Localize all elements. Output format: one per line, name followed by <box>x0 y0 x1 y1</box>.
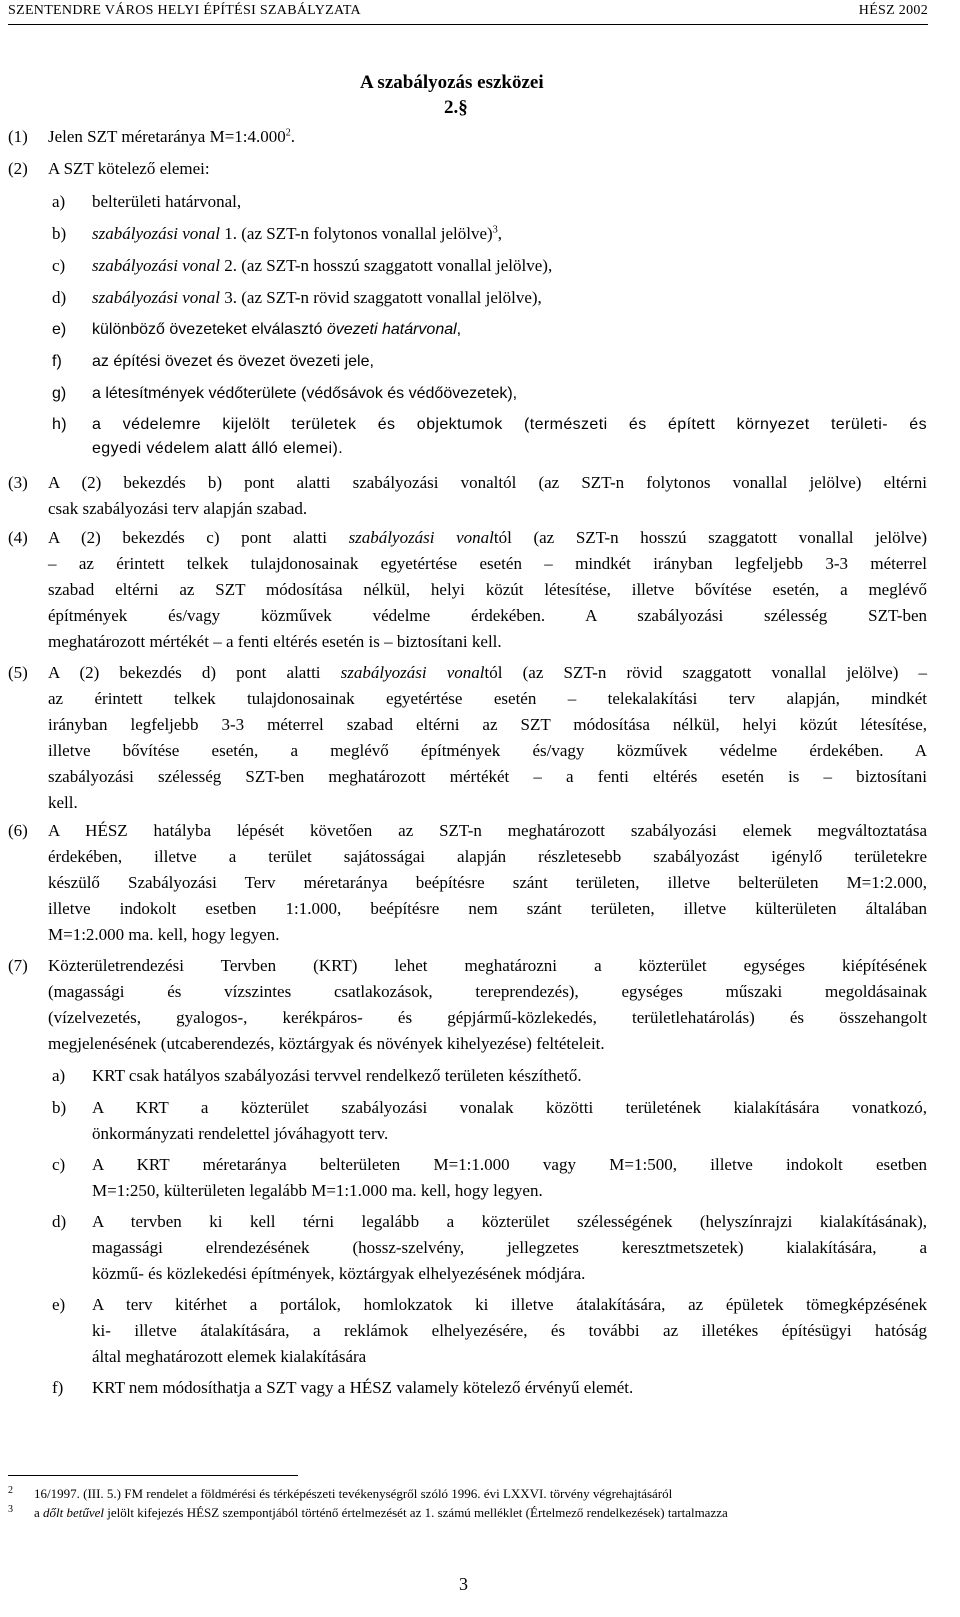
list-item: b) A KRT a közterület szabályozási vonalak közötti területének kialakítására vonatkozó, önkormányzati rendelettel jóváhagyott terv. <box>52 1098 927 1143</box>
footnote-text: 16/1997. (III. 5.) FM rendelet a földmérési és térképészeti tevékenységről szóló 1996. évi LXXVI. törvény végrehajtásáról <box>34 1486 673 1501</box>
paragraph-number: (3) <box>8 473 28 492</box>
paragraph-6 <box>8 818 927 948</box>
paragraph-4 <box>8 525 927 655</box>
list-item: h) a védelemre kijelölt területek és objektumok (természeti és épített környezet területi- és egyedi védelem alatt álló elemei). <box>52 416 927 457</box>
footnote <box>8 1486 928 1502</box>
paragraph-number: (4) <box>8 528 28 547</box>
paragraph-number: (6) <box>8 821 28 840</box>
header-code: HÉSZ 2002 <box>858 3 928 18</box>
list-item: a) belterületi határvonal, <box>52 192 242 211</box>
list-item: a) KRT csak hatályos szabályozási tervvel rendelkező területen készíthető. <box>52 1066 582 1085</box>
list-item: f) az építési övezet és övezet övezeti jele, <box>52 353 374 370</box>
list-item: c) A KRT méretaránya belterületen M=1:1.000 vagy M=1:500, illetve indokolt esetben M=1:250, külterületen legalább M=1:1.000 ma. kell, hogy legyen. <box>52 1155 927 1200</box>
paragraph-text: Közterületrendezési Tervben (KRT) lehet meghatározni a közterület egységes kiépítésének (magassági és vízszintes csatlakozások, tereprendezés), egységes műszaki megoldásainak (vízelvezetés, gyalogos-, kerékpáros- és gépjármű-közlekedés, területlehatárolás) és összehangolt megjelenésének (utcaberendezés, köztárgyak és növények kihelyezése) feltételeit. <box>48 956 927 1053</box>
section-number: 2.§ <box>444 97 468 118</box>
footnote <box>8 1505 928 1521</box>
list-item: c) szabályozási vonal 2. (az SZT-n hosszú szaggatott vonallal jelölve), <box>52 256 553 275</box>
list-item: e) A terv kitérhet a portálok, homlokzatok ki illetve átalakítására, az épületek tömegképzésének ki- illetve átalakítására, a reklámok elhelyezésére, és további az illetékes építésügyi hatóság által meghatározott elemek kialakítására <box>52 1295 927 1366</box>
paragraph-text: A (2) bekezdés b) pont alatti szabályozási vonaltól (az SZT-n folytonos vonallal jelölve) eltérni csak szabályozási terv alapján szabad. <box>48 473 927 518</box>
paragraph-number: (2) <box>8 159 28 178</box>
paragraph-3 <box>8 470 927 522</box>
paragraph-number: (5) <box>8 663 28 682</box>
running-header <box>8 0 928 25</box>
paragraph-text: A HÉSZ hatályba lépését követően az SZT-n meghatározott szabályozási elemek megváltoztatása érdekében, illetve a terület sajátosságai alapján részletesebb szabályozást igénylő területekre készülő Szabályozási Terv méretaránya beépítésre szánt területen, illetve belterületen M=1:2.000, illetve indokolt esetben 1:1.000, beépítésre nem szánt területen, illetve külterületen általában M=1:2.000 ma. kell, hogy legyen. <box>48 821 927 944</box>
list-item: f) KRT nem módosíthatja a SZT vagy a HÉSZ valamely kötelező érvényű elemét. <box>52 1378 634 1397</box>
footnote-ref: 2 <box>285 127 291 139</box>
paragraph-text: Jelen SZT méretaránya $M=1:4.000^2$. <box>48 127 296 146</box>
footnote-mark: 2 <box>8 1485 13 1496</box>
footnote-text: a dőlt betűvel jelölt kifejezés HÉSZ szempontjából történő értelmezését az 1. számú melléklet (Értelmező rendelkezések) tartalmazza <box>34 1505 728 1520</box>
paragraph-1 <box>8 124 927 150</box>
paragraph-number: (7) <box>8 956 28 975</box>
list-item: e) különböző övezeteket elválasztó övezeti határvonal, <box>52 321 462 338</box>
section-title: A szabályozás eszközei <box>360 72 544 93</box>
paragraph-7 <box>8 953 927 1057</box>
header-title: SZENTENDRE VÁROS HELYI ÉPÍTÉSI SZABÁLYZATA <box>8 3 361 18</box>
list-item: d) szabályozási vonal 3. (az SZT-n rövid szaggatott vonallal jelölve), <box>52 288 542 307</box>
list-item: g) a létesítmények védőterülete (védősávok és védőövezetek), <box>52 385 518 402</box>
footnote-mark: 3 <box>8 1504 13 1515</box>
list-item: d) A tervben ki kell térni legalább a közterület szélességének (helyszínrajzi kialakításának), magassági elrendezésének (hossz-szelvény, jellegzetes keresztmetszetek) kialakítására, a közmű- és közlekedési építmények, köztárgyak elhelyezésének módjára. <box>52 1212 927 1283</box>
paragraph-number: (1) <box>8 127 28 146</box>
paragraph-5 <box>8 660 927 816</box>
list-item: b) szabályozási vonal 1. (az SZT-n folytonos vonallal jelölve)$^3$, <box>52 224 502 243</box>
page-number: 3 <box>459 1574 468 1594</box>
paragraph-2 <box>8 156 927 182</box>
paragraph-text: A (2) bekezdés d) pont alatti szabályozási vonaltól (az SZT-n rövid szaggatott vonallal jelölve) – az érintett telkek tulajdonosainak egyetértése esetén – telekalakítási terv alapján, mindkét irányban legfeljebb 3-3 méterrel szabad eltérni az SZT módosítása nélkül, helyi közút létesítése, illetve bővítése esetén, a meglévő építmények és/vagy közművek védelme érdekében. A szabályozási szélesség SZT-ben meghatározott mértékét – a fenti eltérés esetén is – biztosítani kell. <box>48 663 928 812</box>
paragraph-text: A SZT kötelező elemei: <box>48 159 210 178</box>
footnote-ref: 3 <box>492 224 498 236</box>
footnote-separator <box>8 1475 298 1476</box>
paragraph-text: A (2) bekezdés c) pont alatti szabályozási vonaltól (az SZT-n hosszú szaggatott vonallal jelölve) – az érintett telkek tulajdonosainak egyetértése esetén – mindkét irányban legfeljebb 3-3 méterrel szabad eltérni az SZT módosítása nélkül, helyi közút létesítése, illetve bővítése esetén, a meglévő építmények és/vagy közművek védelme érdekében. A szabályozási szélesség SZT-ben meghatározott mértékét – a fenti eltérés esetén is – biztosítani kell. <box>48 528 927 651</box>
